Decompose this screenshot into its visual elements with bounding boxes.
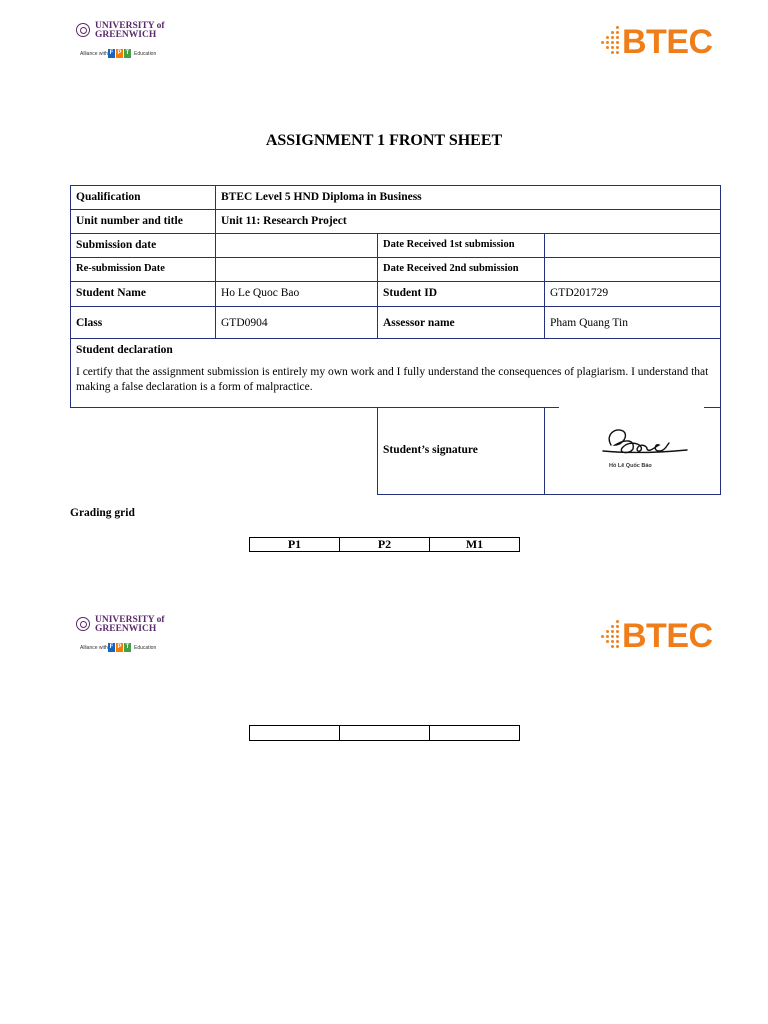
logo-line-2: GREENWICH xyxy=(95,624,157,634)
btec-dots-icon xyxy=(600,26,622,58)
student-id-value: GTD201729 xyxy=(544,281,721,307)
logo-line-2: GREENWICH xyxy=(95,30,157,40)
btec-wordmark: BTEC xyxy=(622,23,713,61)
btec-dots-icon xyxy=(600,620,622,652)
university-crest-icon xyxy=(76,23,90,37)
class-value: GTD0904 xyxy=(215,306,378,339)
fpt-f: F xyxy=(109,644,114,650)
page-title: ASSIGNMENT 1 FRONT SHEET xyxy=(265,132,503,149)
unit-label: Unit number and title xyxy=(70,209,216,234)
fpt-logo xyxy=(108,49,132,58)
university-of-greenwich-logo-page-2 xyxy=(76,614,186,660)
declaration-label: Student declaration xyxy=(76,344,173,356)
date-received-2-value xyxy=(544,257,721,282)
logo-alliance: Alliance with xyxy=(80,645,108,651)
qualification-label: Qualification xyxy=(70,185,216,210)
assessor-value: Pham Quang Tin xyxy=(544,306,721,339)
logo-education: Education xyxy=(134,645,157,651)
btec-wordmark: BTEC xyxy=(622,617,713,655)
fpt-t: T xyxy=(125,50,130,56)
grading-header-m1: M1 xyxy=(429,537,520,552)
declaration-text: I certify that the assignment submission is entirely my own work and I fully understand the consequences of plagiarism. I understand that making a false declaration is a form of malpractice. xyxy=(76,366,709,393)
date-received-1-label: Date Received 1st submission xyxy=(377,233,545,258)
unit-value: Unit 11: Research Project xyxy=(215,209,721,234)
grading-value-p1[interactable] xyxy=(249,725,340,741)
signature-caption: Hồ Lê Quốc Bảo xyxy=(609,463,652,469)
grading-header-p1: P1 xyxy=(249,537,340,552)
logo-line-1: UNIVERSITY of xyxy=(95,615,165,625)
grading-grid-label: Grading grid xyxy=(70,507,135,519)
fpt-p: P xyxy=(117,644,122,650)
university-crest-icon xyxy=(76,617,90,631)
submission-date-label: Submission date xyxy=(70,233,216,258)
logo-education: Education xyxy=(134,51,157,57)
resubmission-value xyxy=(215,257,378,282)
student-name-label: Student Name xyxy=(70,281,216,307)
fpt-f: F xyxy=(109,50,114,56)
submission-date-value xyxy=(215,233,378,258)
btec-logo xyxy=(600,20,720,64)
student-name-value: Ho Le Quoc Bao xyxy=(215,281,378,307)
assessor-label: Assessor name xyxy=(377,306,545,339)
student-id-label: Student ID xyxy=(377,281,545,307)
logo-alliance: Alliance with xyxy=(80,51,108,57)
grading-value-m1[interactable] xyxy=(429,725,520,741)
fpt-p: P xyxy=(117,50,122,56)
grading-header-p2: P2 xyxy=(339,537,430,552)
university-of-greenwich-logo xyxy=(76,20,186,66)
class-label: Class xyxy=(70,306,216,339)
signature-label: Student’s signature xyxy=(377,407,545,495)
resubmission-label: Re-submission Date xyxy=(70,257,216,282)
date-received-2-label: Date Received 2nd submission xyxy=(377,257,545,282)
fpt-t: T xyxy=(125,644,130,650)
fpt-logo xyxy=(108,643,132,652)
signature-box xyxy=(544,407,721,495)
declaration-cell xyxy=(70,338,721,408)
qualification-value: BTEC Level 5 HND Diploma in Business xyxy=(215,185,721,210)
logo-line-1: UNIVERSITY of xyxy=(95,21,165,31)
signature-image xyxy=(595,423,695,463)
btec-logo-page-2 xyxy=(600,614,720,658)
date-received-1-value xyxy=(544,233,721,258)
grading-value-p2[interactable] xyxy=(339,725,430,741)
